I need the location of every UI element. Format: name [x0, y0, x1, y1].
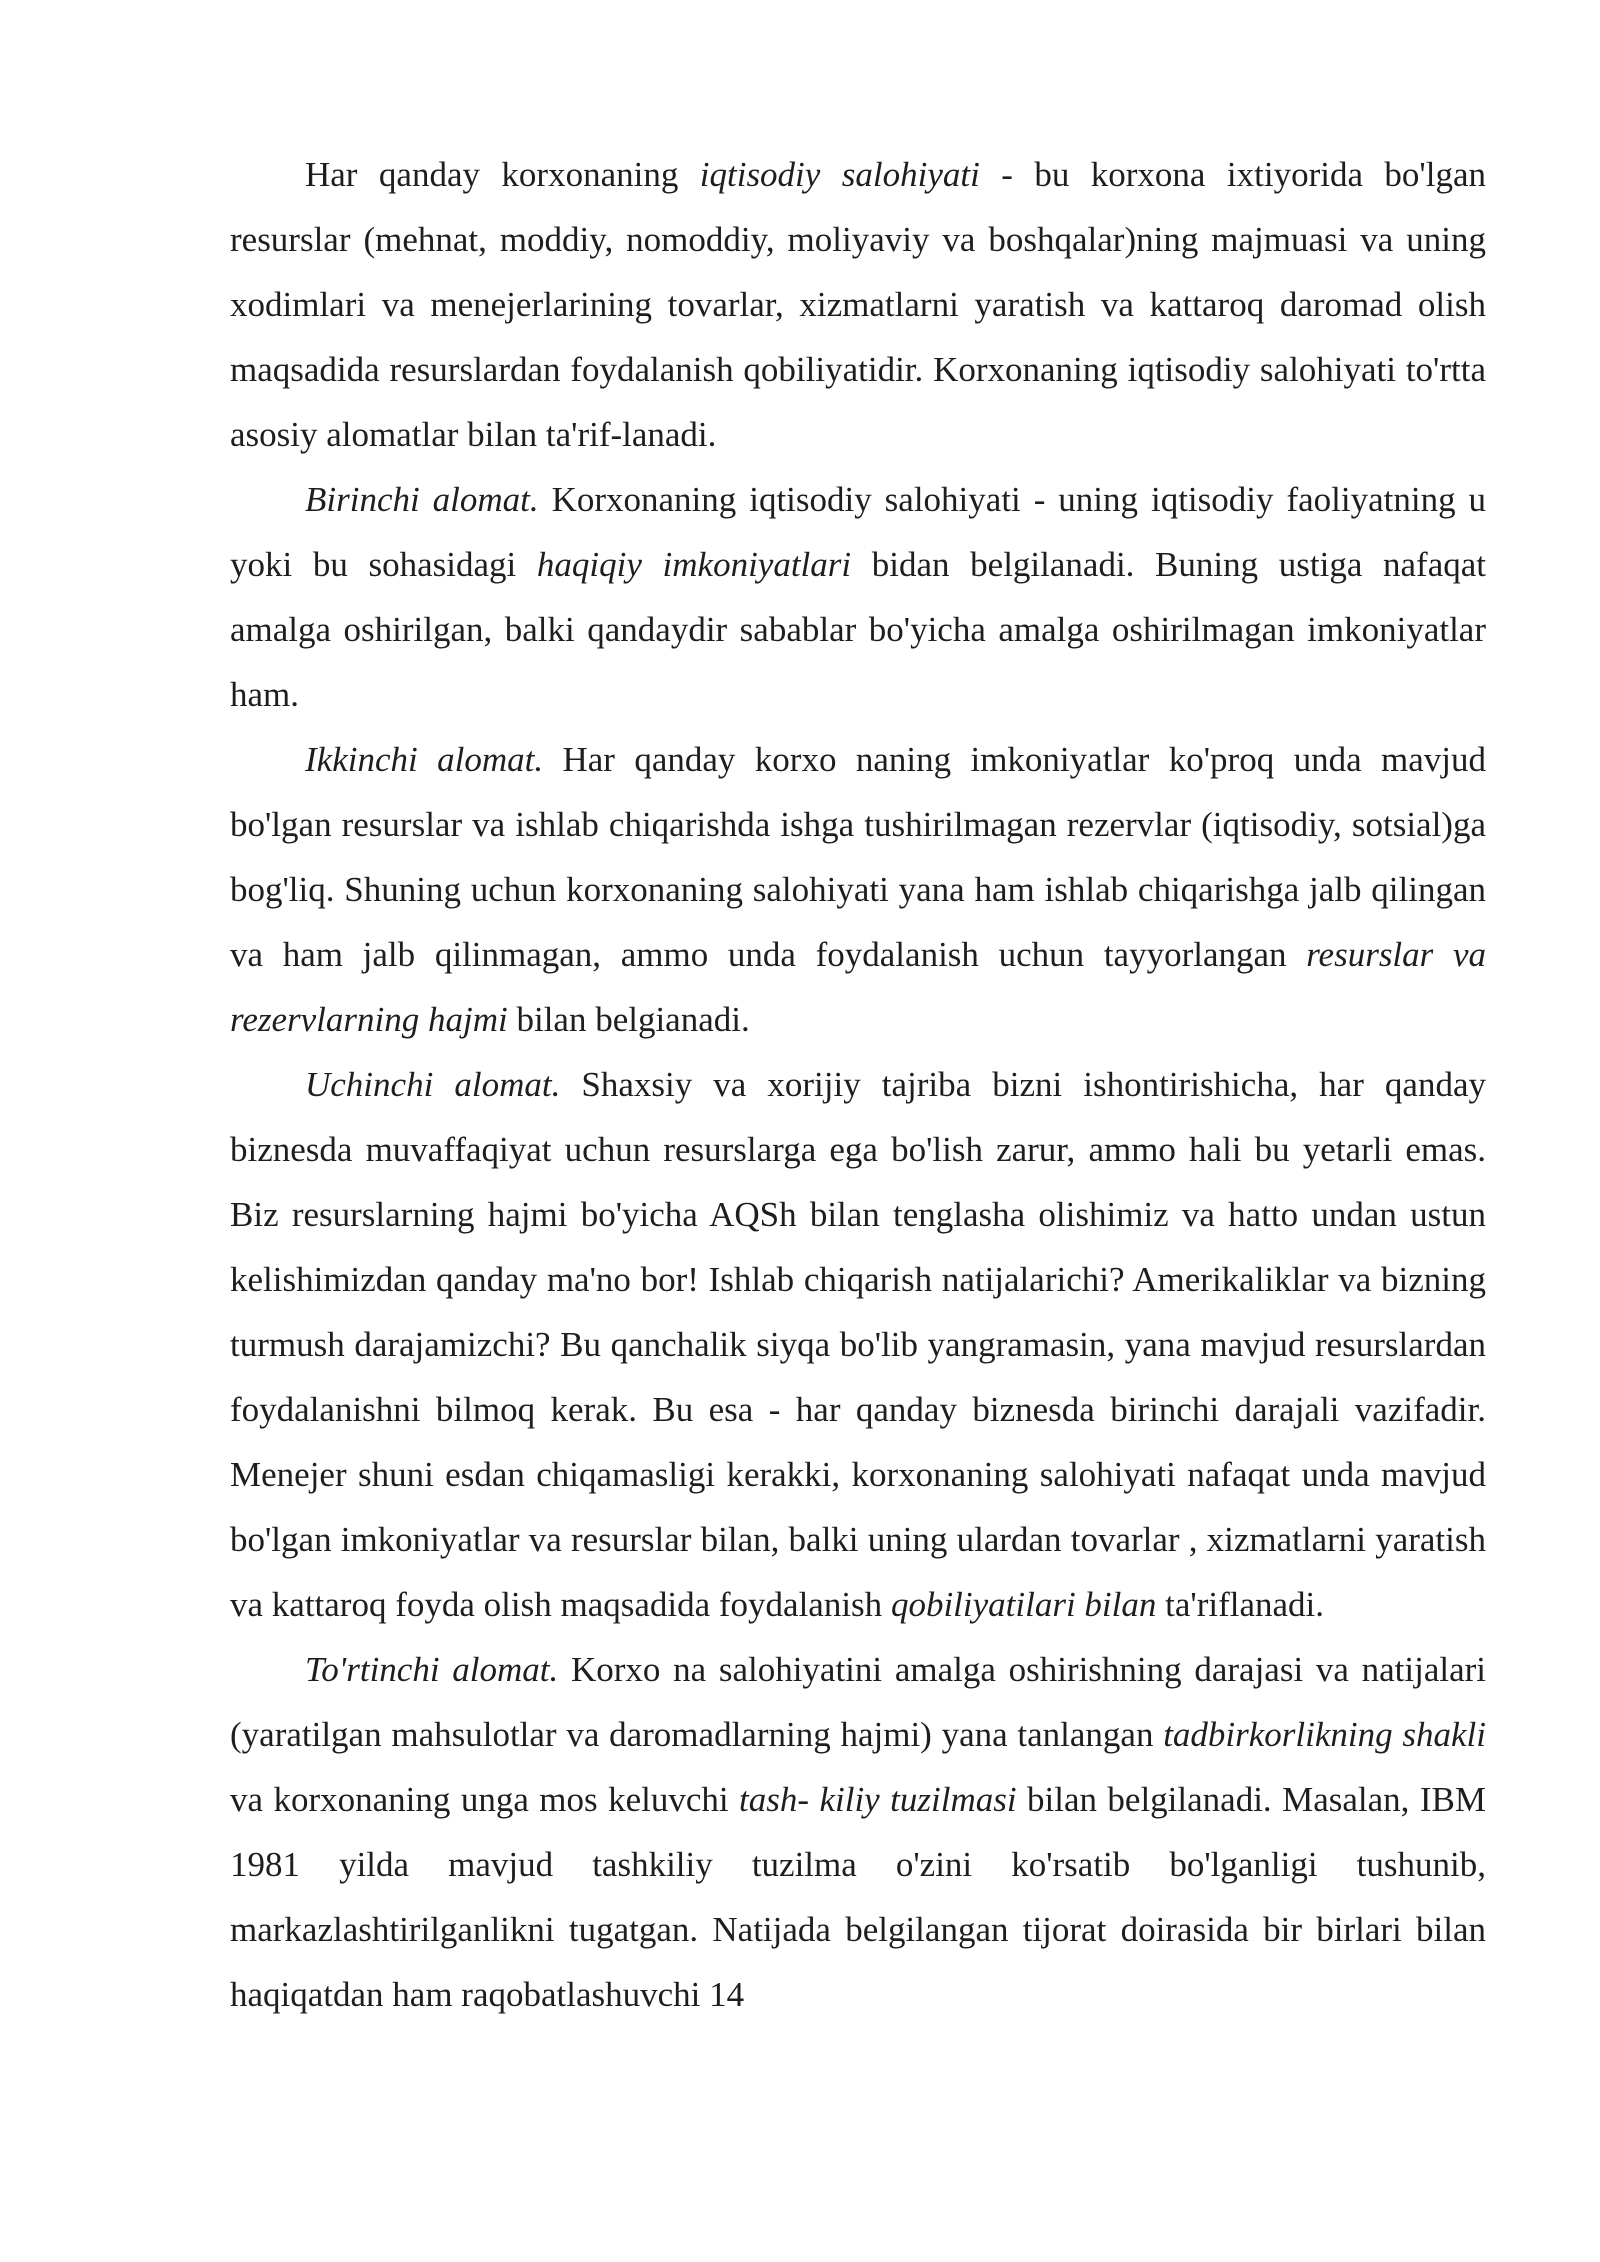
- text-segment: bilan belgilanadi. Masalan, IBM 1981 yilda mavjud tashkiliy tuzilma o'zini ko'rsatib bo'lganligi tushunib, markazlashtirilganlikni tugatgan. Natijada belgilangan tijorat doirasida bir birlari bilan haqiqatdan ham raqobatlashuvchi 14: [230, 1780, 1486, 2014]
- text-segment: - bu korxona ixtiyorida bo'lgan resurslar (mehnat, moddiy, nomoddiy, moliyaviy va boshqalar)ning majmuasi va uning xodimlari va menejerlarining tovarlar, xizmatlarni yaratish va kattaroq daromad olish maqsadida resurslardan foydalanish qobiliyatidir. Korxonaning iqtisodiy salohiyati to'rtta asosiy alomatlar bilan ta'rif-lanadi.: [230, 155, 1486, 454]
- text-segment: Korxo na salohiyatini amalga oshirishning darajasi va natijalari (yaratilgan mahsulotlar va daromadlarning hajmi) yana tanlangan: [230, 1650, 1487, 1754]
- paragraph-heading: Uchinchi alomat.: [305, 1065, 561, 1104]
- paragraph-first-sign: [230, 467, 1486, 727]
- paragraph-third-sign: [230, 1052, 1486, 1637]
- italic-term: qobiliyatilari bilan: [890, 1585, 1157, 1624]
- italic-term: tadbirkorlikning shakli: [1163, 1715, 1486, 1754]
- paragraph-heading: To'rtinchi alomat.: [305, 1650, 559, 1689]
- paragraph-intro: [230, 142, 1486, 467]
- text-segment: Har qanday korxo naning imkoniyatlar ko'proq unda mavjud bo'lgan resurslar va ishlab chiqarishda ishga tushirilmagan rezervlar (iqtisodiy, sotsial)ga bog'liq. Shuning uchun korxonaning salohiyati yana ham ishlab chiqarishga jalb qilingan va ham jalb qilinmagan, ammo unda foydalanish uchun tayyorlangan: [230, 740, 1486, 974]
- italic-term: tash- kiliy tuzilmasi: [739, 1780, 1017, 1819]
- text-segment: Korxonaning iqtisodiy salohiyati - uning iqtisodiy faoliyatning u yoki bu sohasidagi: [230, 480, 1487, 584]
- text-segment: Har qanday korxonaning: [305, 155, 700, 194]
- text-segment: ta'riflanadi.: [1156, 1585, 1324, 1624]
- text-segment: bilan belgianadi.: [507, 1000, 750, 1039]
- italic-term: haqiqiy imkoniyatlari: [536, 545, 852, 584]
- italic-term: iqtisodiy salohiyati: [699, 155, 980, 194]
- paragraph-fourth-sign: [230, 1637, 1486, 2027]
- italic-term: resurslar va rezervlarning hajmi: [230, 935, 1487, 1039]
- text-segment: bidan belgilanadi. Buning ustiga nafaqat amalga oshirilgan, balki qandaydir sabablar bo'yicha amalga oshirilmagan imkoniyatlar ham.: [230, 545, 1486, 714]
- paragraph-heading: Ikkinchi alomat.: [305, 740, 544, 779]
- text-segment: va korxonaning unga mos keluvchi: [230, 1780, 740, 1819]
- paragraph-heading: Birinchi alomat.: [305, 480, 539, 519]
- text-segment: Shaxsiy va xorijiy tajriba bizni ishontirishicha, har qanday biznesda muvaffaqiyat uchun resurslarga ega bo'lish zarur, ammo hali bu yetarli emas. Biz resurslarning hajmi bo'yicha AQSh bilan tenglasha olishimiz va hatto undan ustun kelishimizdan qanday ma'no bor! Ishlab chiqarish natijalarichi? Amerikaliklar va bizning turmush darajamizchi? Bu qanchalik siyqa bo'lib yangramasin, yana mavjud resurslardan foydalanishni bilmoq kerak. Bu esa - har qanday biznesda birinchi darajali vazifadir. Menejer shuni esdan chiqamasligi kerakki, korxonaning salohiyati nafaqat unda mavjud bo'lgan imkoniyatlar va resurslar bilan, balki uning ulardan tovarlar , xizmatlarni yaratish va kattaroq foyda olish maqsadida foydalanish: [230, 1065, 1486, 1624]
- document-page: [230, 142, 1486, 2027]
- paragraph-second-sign: [230, 727, 1486, 1052]
